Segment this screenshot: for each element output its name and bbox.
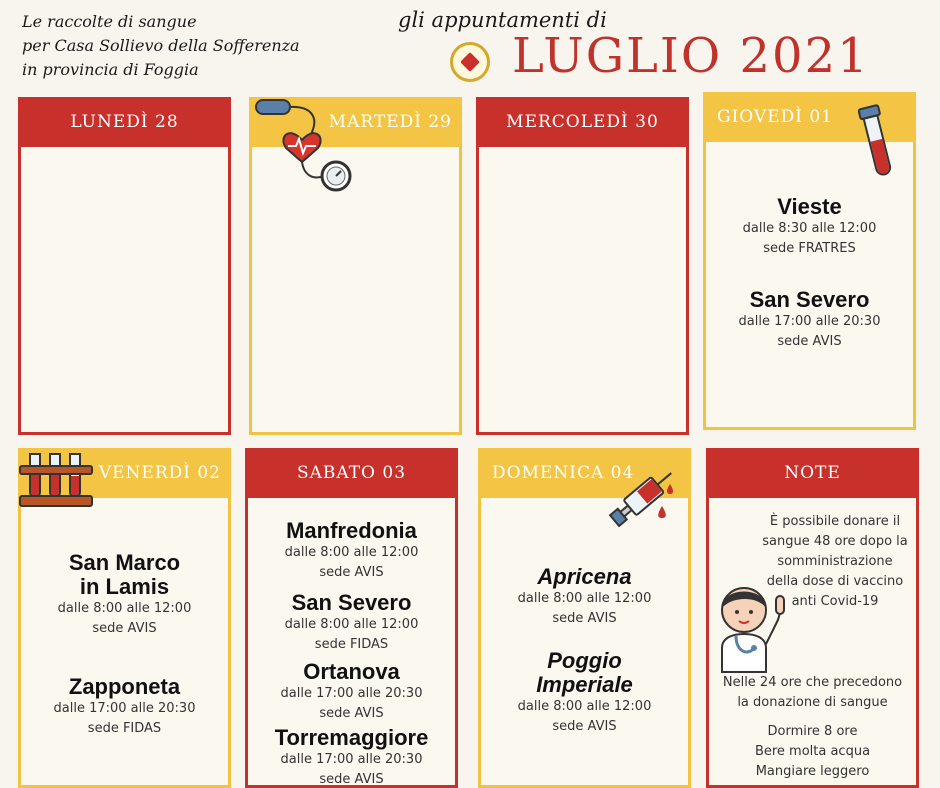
day-header-tuesday: MARTEDÌ 29 (249, 97, 462, 147)
day-card-saturday (245, 448, 458, 788)
test-tubes-rack-icon (18, 450, 94, 510)
venue: sede FIDAS (87, 721, 162, 736)
city-name: Ortanova (303, 659, 400, 684)
city-name: San Severo (291, 590, 412, 615)
venue: sede AVIS (92, 621, 157, 636)
day-header-saturday: SABATO 03 (245, 448, 458, 498)
note-tips-text (709, 722, 916, 782)
day-header-thursday: GIOVEDÌ 01 (703, 92, 916, 142)
appointment-entry (248, 519, 455, 583)
day-header-sunday: DOMENICA 04 (478, 448, 691, 498)
note-header: NOTE (706, 448, 919, 498)
test-tube-icon (858, 102, 898, 184)
city-name: San Severo (749, 287, 870, 312)
blood-pressure-icon (252, 96, 356, 196)
intro-text (22, 10, 322, 82)
appointment-entry (481, 649, 688, 737)
logo-icon (450, 42, 490, 82)
note-line: Dormire 8 ore (767, 724, 858, 739)
note-line: della dose di vaccino (766, 574, 904, 589)
city-name-line2: in Lamis (79, 574, 170, 599)
intro-line-1: Le raccolte di sangue (22, 12, 197, 31)
city-name: Vieste (777, 194, 842, 219)
note-before-text (709, 673, 916, 713)
appointment-entry (248, 591, 455, 655)
time-range: dalle 8:00 alle 12:00 (284, 545, 419, 560)
note-line: È possibile donare il (769, 514, 901, 529)
venue: sede AVIS (319, 772, 384, 787)
doctor-icon (708, 568, 794, 674)
time-range: dalle 8:00 alle 12:00 (517, 699, 652, 714)
venue: sede AVIS (319, 565, 384, 580)
time-range: dalle 8:30 alle 12:00 (742, 221, 877, 236)
city-name: San Marco (68, 550, 181, 575)
title-subtitle: gli appuntamenti di (398, 8, 607, 32)
city-name: Apricena (537, 564, 632, 589)
city-name: Manfredonia (286, 518, 417, 543)
day-header-wednesday: MERCOLEDÌ 30 (476, 97, 689, 147)
note-line: anti Covid-19 (791, 594, 879, 609)
time-range: dalle 8:00 alle 12:00 (517, 591, 652, 606)
city-name: Torremaggiore (274, 725, 429, 750)
note-line: Nelle 24 ore che precedono (722, 675, 903, 690)
note-line: somministrazione (777, 554, 893, 569)
city-name-line2: Imperiale (536, 672, 633, 697)
venue: sede FIDAS (314, 637, 389, 652)
appointment-entry (248, 726, 455, 788)
appointment-entry (21, 675, 228, 739)
note-line: la donazione di sangue (737, 695, 888, 710)
appointment-entry (481, 565, 688, 629)
day-card-wednesday (476, 97, 689, 435)
syringe-icon (600, 458, 682, 534)
appointment-entry (248, 660, 455, 724)
time-range: dalle 17:00 alle 20:30 (280, 752, 423, 767)
appointment-entry (706, 195, 913, 259)
day-header-monday: LUNEDÌ 28 (18, 97, 231, 147)
time-range: dalle 8:00 alle 12:00 (284, 617, 419, 632)
appointment-entry (21, 551, 228, 639)
page-title: LUGLIO 2021 (512, 28, 870, 84)
venue: sede AVIS (552, 611, 617, 626)
day-card-monday (18, 97, 231, 435)
appointment-entry (706, 288, 913, 352)
intro-line-2: per Casa Sollievo della Sofferenza (22, 36, 300, 55)
intro-line-3: in provincia di Foggia (22, 60, 199, 79)
city-name: Zapponeta (68, 674, 181, 699)
note-line: Bere molta acqua (754, 744, 871, 759)
venue: sede FRATRES (763, 241, 856, 256)
time-range: dalle 8:00 alle 12:00 (57, 601, 192, 616)
time-range: dalle 17:00 alle 20:30 (53, 701, 196, 716)
time-range: dalle 17:00 alle 20:30 (280, 686, 423, 701)
venue: sede AVIS (777, 334, 842, 349)
day-header-friday: VENERDÌ 02 (18, 448, 231, 498)
time-range: dalle 17:00 alle 20:30 (738, 314, 881, 329)
note-line: sangue 48 ore dopo la (762, 534, 908, 549)
venue: sede AVIS (552, 719, 617, 734)
note-line: Mangiare leggero (755, 764, 870, 779)
city-name: Poggio (547, 648, 622, 673)
venue: sede AVIS (319, 706, 384, 721)
